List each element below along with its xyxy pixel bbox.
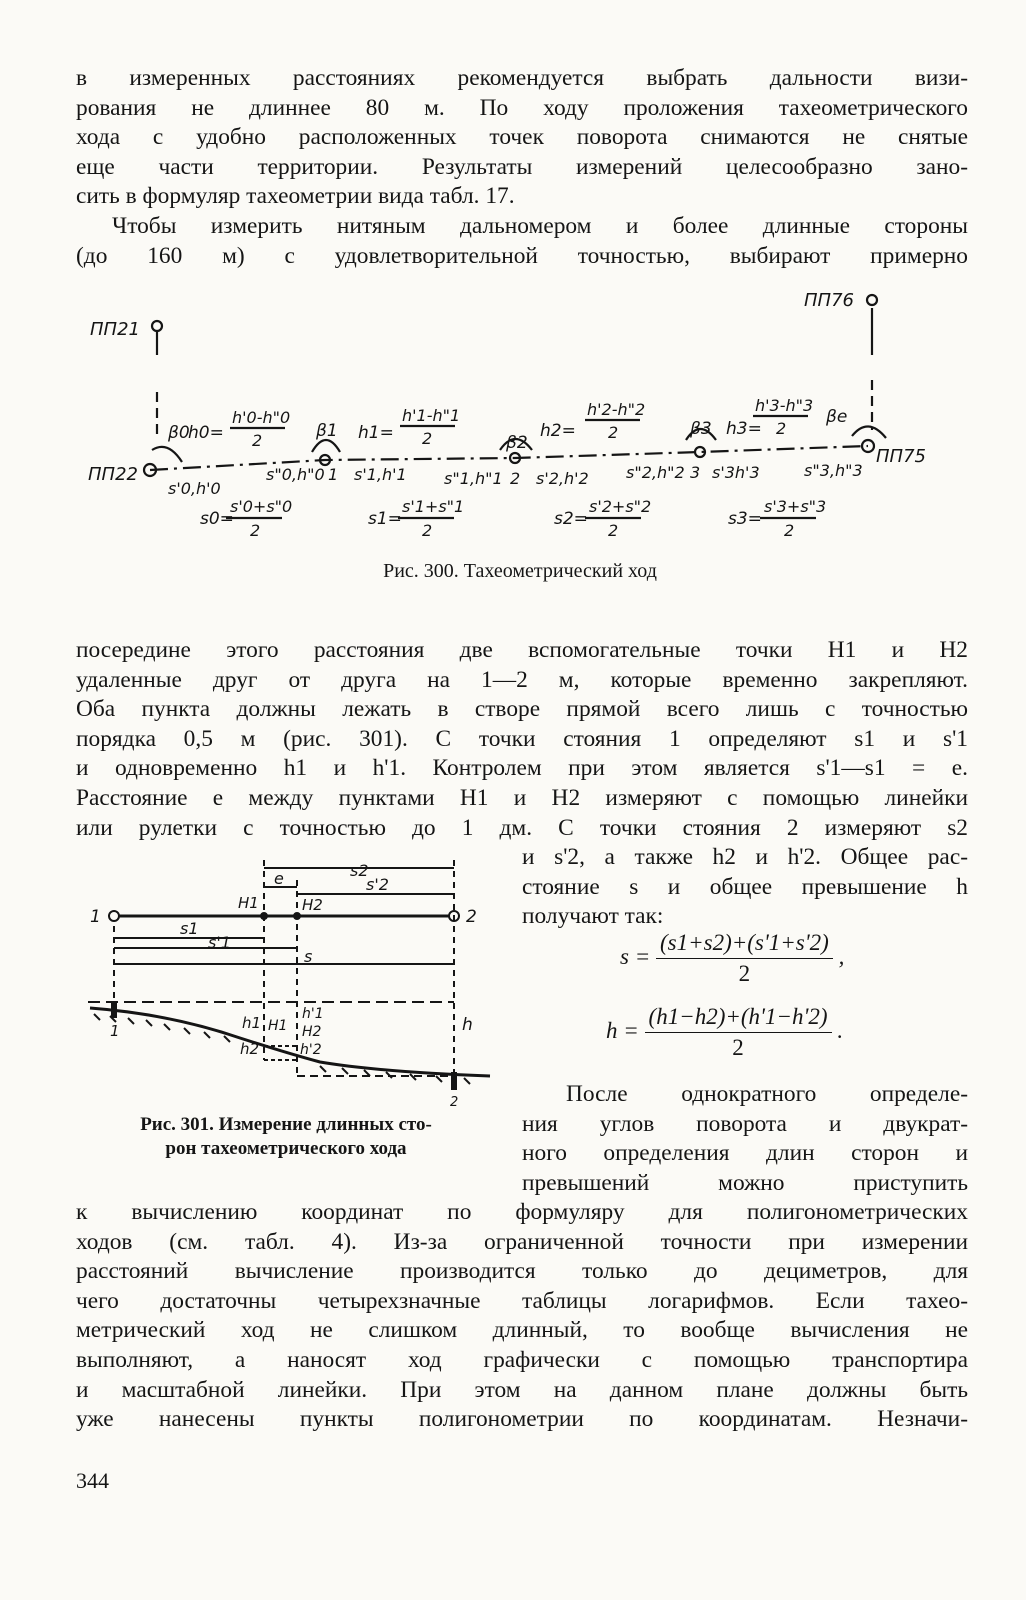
text-line: посередине этого расстояния две вспомогательные точки H1 и H2: [76, 637, 968, 663]
label-s2-den: 2: [608, 521, 619, 540]
label-pt1: 1: [328, 465, 339, 484]
label-beta2: β2: [506, 433, 528, 453]
label-s0-den: 2: [250, 521, 261, 540]
formula-h-numerator: (h1−h2)+(h'1−h'2): [645, 1004, 832, 1033]
middle-paragraph: [76, 636, 968, 843]
text-line: чего достаточны четырехзначные таблицы логарифмов. Если тахео-: [76, 1287, 968, 1314]
figure-301: [80, 850, 500, 1110]
label-h2-num: h'2-h"2: [587, 400, 646, 419]
label-H2: H2: [302, 896, 323, 914]
label-beta1: β1: [316, 421, 338, 441]
label-h0-num: h'0-h"0: [232, 408, 291, 427]
figure-300-caption: Рис. 300. Тахеометрический ход: [383, 560, 657, 582]
label-g2: 2: [450, 1095, 459, 1110]
label-h1-den: 2: [422, 429, 433, 448]
top-paragraph: [76, 64, 968, 271]
label-pt3: 3: [690, 463, 701, 482]
formula-h-fraction: [645, 1004, 832, 1061]
formula-s-denominator: 2: [738, 961, 751, 986]
label-h0-den: 2: [252, 431, 263, 450]
text-line: получают так:: [522, 903, 664, 930]
label-s1-den: 2: [422, 521, 433, 540]
text-line: ного определения длин сторон и: [522, 1140, 968, 1167]
text-line: и s'2, а также h2 и h'2. Общее рас-: [522, 844, 968, 870]
label-h2: h2=: [540, 421, 576, 441]
label-s2p: s'2,h'2: [536, 469, 589, 488]
text-line: Оба пункта должны лежать в створе прямой всего лишь с точностью: [76, 696, 968, 723]
label-H2b: H2: [302, 1024, 322, 1040]
label-s2-num: s'2+s"2: [589, 497, 652, 516]
text-line: в измеренных расстояниях рекомендуется выбрать дальности визи-: [76, 65, 968, 91]
text-line: стояние s и общее превышение h: [522, 873, 968, 900]
figure-300: [60, 280, 960, 560]
formula-h: [606, 1004, 843, 1061]
text-line: сить в формуляр тахеометрии вида табл. 17.: [76, 183, 515, 210]
label-beta3: β3: [690, 419, 712, 439]
label-s0pp: s"0,h"0: [266, 465, 325, 484]
label-s0-num: s'0+s"0: [230, 497, 293, 516]
text-line: Расстояние e между пунктами H1 и H2 измеряют с помощью линейки: [76, 784, 968, 811]
label-pp21: ПП21: [90, 319, 140, 340]
label-s2: s2=: [554, 509, 588, 529]
text-line: еще части территории. Результаты измерений целесообразно зано-: [76, 153, 968, 180]
text-line: превышений можно приступить: [522, 1169, 968, 1196]
label-h1-num: h'1-h"1: [402, 406, 461, 425]
label-h: h: [462, 1015, 473, 1035]
figure-301-caption-line2: рон тахеометрического хода: [165, 1138, 407, 1159]
text-line: к вычислению координат по формуляру для полигонометрических: [76, 1199, 968, 1225]
label-s1p: s'1: [208, 933, 231, 952]
formula-h-lhs: h =: [606, 1017, 639, 1043]
formula-s-tail: ,: [838, 943, 845, 969]
label-H1b: H1: [268, 1018, 288, 1034]
formula-h-denominator: 2: [732, 1035, 744, 1060]
label-h2: h2: [240, 1040, 260, 1058]
label-s3pp: s"3,h"3: [804, 461, 863, 480]
label-p1: 1: [90, 907, 101, 927]
formula-s-fraction: [656, 930, 833, 987]
label-pp75: ПП75: [876, 446, 926, 467]
label-s2p: s'2: [366, 875, 389, 894]
figure-301-caption-line1: Рис. 301. Измерение длинных сто-: [140, 1114, 432, 1135]
text-line: Чтобы измерить нитяным дальномером и более длинные стороны: [112, 212, 968, 239]
text-line: ходов (см. табл. 4). Из-за ограниченной точности при измерении: [76, 1228, 968, 1255]
label-s1pp: s"1,h"1: [444, 469, 503, 488]
label-s1: s1: [180, 919, 199, 938]
label-g1: 1: [110, 1022, 120, 1040]
label-pp76: ПП76: [804, 290, 854, 311]
label-H1: H1: [238, 894, 259, 912]
label-s3-den: 2: [784, 521, 795, 540]
label-h3-num: h'3-h"3: [755, 396, 814, 415]
label-h0: h0=: [188, 423, 224, 443]
text-line: хода с удобно расположенных точек поворота снимаются не снятые: [76, 124, 968, 151]
text-line: и масштабной линейки. При этом на данном плане должны быть: [76, 1376, 968, 1403]
figure-301-caption: [66, 1113, 506, 1161]
bottom-paragraph: [76, 1198, 968, 1435]
label-s1: s1=: [368, 509, 402, 529]
label-h2p: h'2: [300, 1042, 322, 1058]
text-line: удаленные друг от друга на 1—2 м, которые временно закрепляют.: [76, 666, 968, 693]
text-line: (до 160 м) с удовлетворительной точностью, выбирают примерно: [76, 242, 968, 269]
formula-s-lhs: s =: [620, 943, 651, 969]
label-s1p: s'1,h'1: [354, 465, 407, 484]
text-line: ния углов поворота и двукрат-: [522, 1110, 968, 1137]
label-beta0: β0: [168, 423, 190, 443]
label-h3: h3=: [726, 419, 762, 439]
label-s0p: s'0,h'0: [168, 479, 221, 498]
label-pp22: ПП22: [88, 464, 138, 485]
text-line: или рулетки с точностью до 1 дм. С точки стояния 2 измеряют s2: [76, 814, 968, 841]
label-s2pp: s"2,h"2: [626, 463, 685, 482]
text-line: уже нанесены пункты полигонометрии по координатам. Незначи-: [76, 1406, 968, 1433]
text-line: метрический ход не слишком длинный, то вообще вычисления не: [76, 1317, 968, 1344]
label-s0: s0=: [200, 509, 234, 529]
text-line: и одновременно h1 и h'1. Контролем при этом является s'1—s1 = e.: [76, 755, 968, 782]
label-s3: s3=: [728, 509, 762, 529]
label-p2: 2: [466, 907, 477, 927]
label-h2-den: 2: [608, 423, 619, 442]
label-s3-num: s'3+s"3: [764, 497, 827, 516]
text-line: порядка 0,5 м (рис. 301). С точки стояния 1 определяют s1 и s'1: [76, 725, 968, 752]
label-s2: s2: [350, 861, 369, 880]
text-line: рования не длиннее 80 м. По ходу проложения тахеометрического: [76, 94, 968, 121]
formula-h-tail: .: [837, 1017, 844, 1043]
label-betae: βe: [826, 407, 848, 427]
formula-s-numerator: (s1+s2)+(s'1+s'2): [656, 930, 833, 959]
label-h1: h1: [242, 1014, 262, 1032]
label-e: e: [274, 869, 284, 888]
right-column-text: [522, 843, 968, 932]
label-h1p: h'1: [302, 1006, 324, 1022]
formula-s: [620, 930, 844, 987]
label-h3-den: 2: [776, 419, 787, 438]
label-s1-num: s'1+s"1: [402, 497, 465, 516]
label-s3p: s'3h'3: [712, 463, 760, 482]
text-line: После однократного определе-: [566, 1081, 968, 1107]
label-pt2: 2: [510, 469, 521, 488]
text-line: расстояний вычисление производится только до дециметров, для: [76, 1258, 968, 1285]
label-h1: h1=: [358, 423, 394, 443]
right-column-after-figure: [522, 1080, 968, 1198]
page-number: 344: [76, 1468, 109, 1493]
text-line: выполняют, а наносят ход графически с помощью транспортира: [76, 1346, 968, 1373]
label-s: s: [304, 947, 313, 966]
